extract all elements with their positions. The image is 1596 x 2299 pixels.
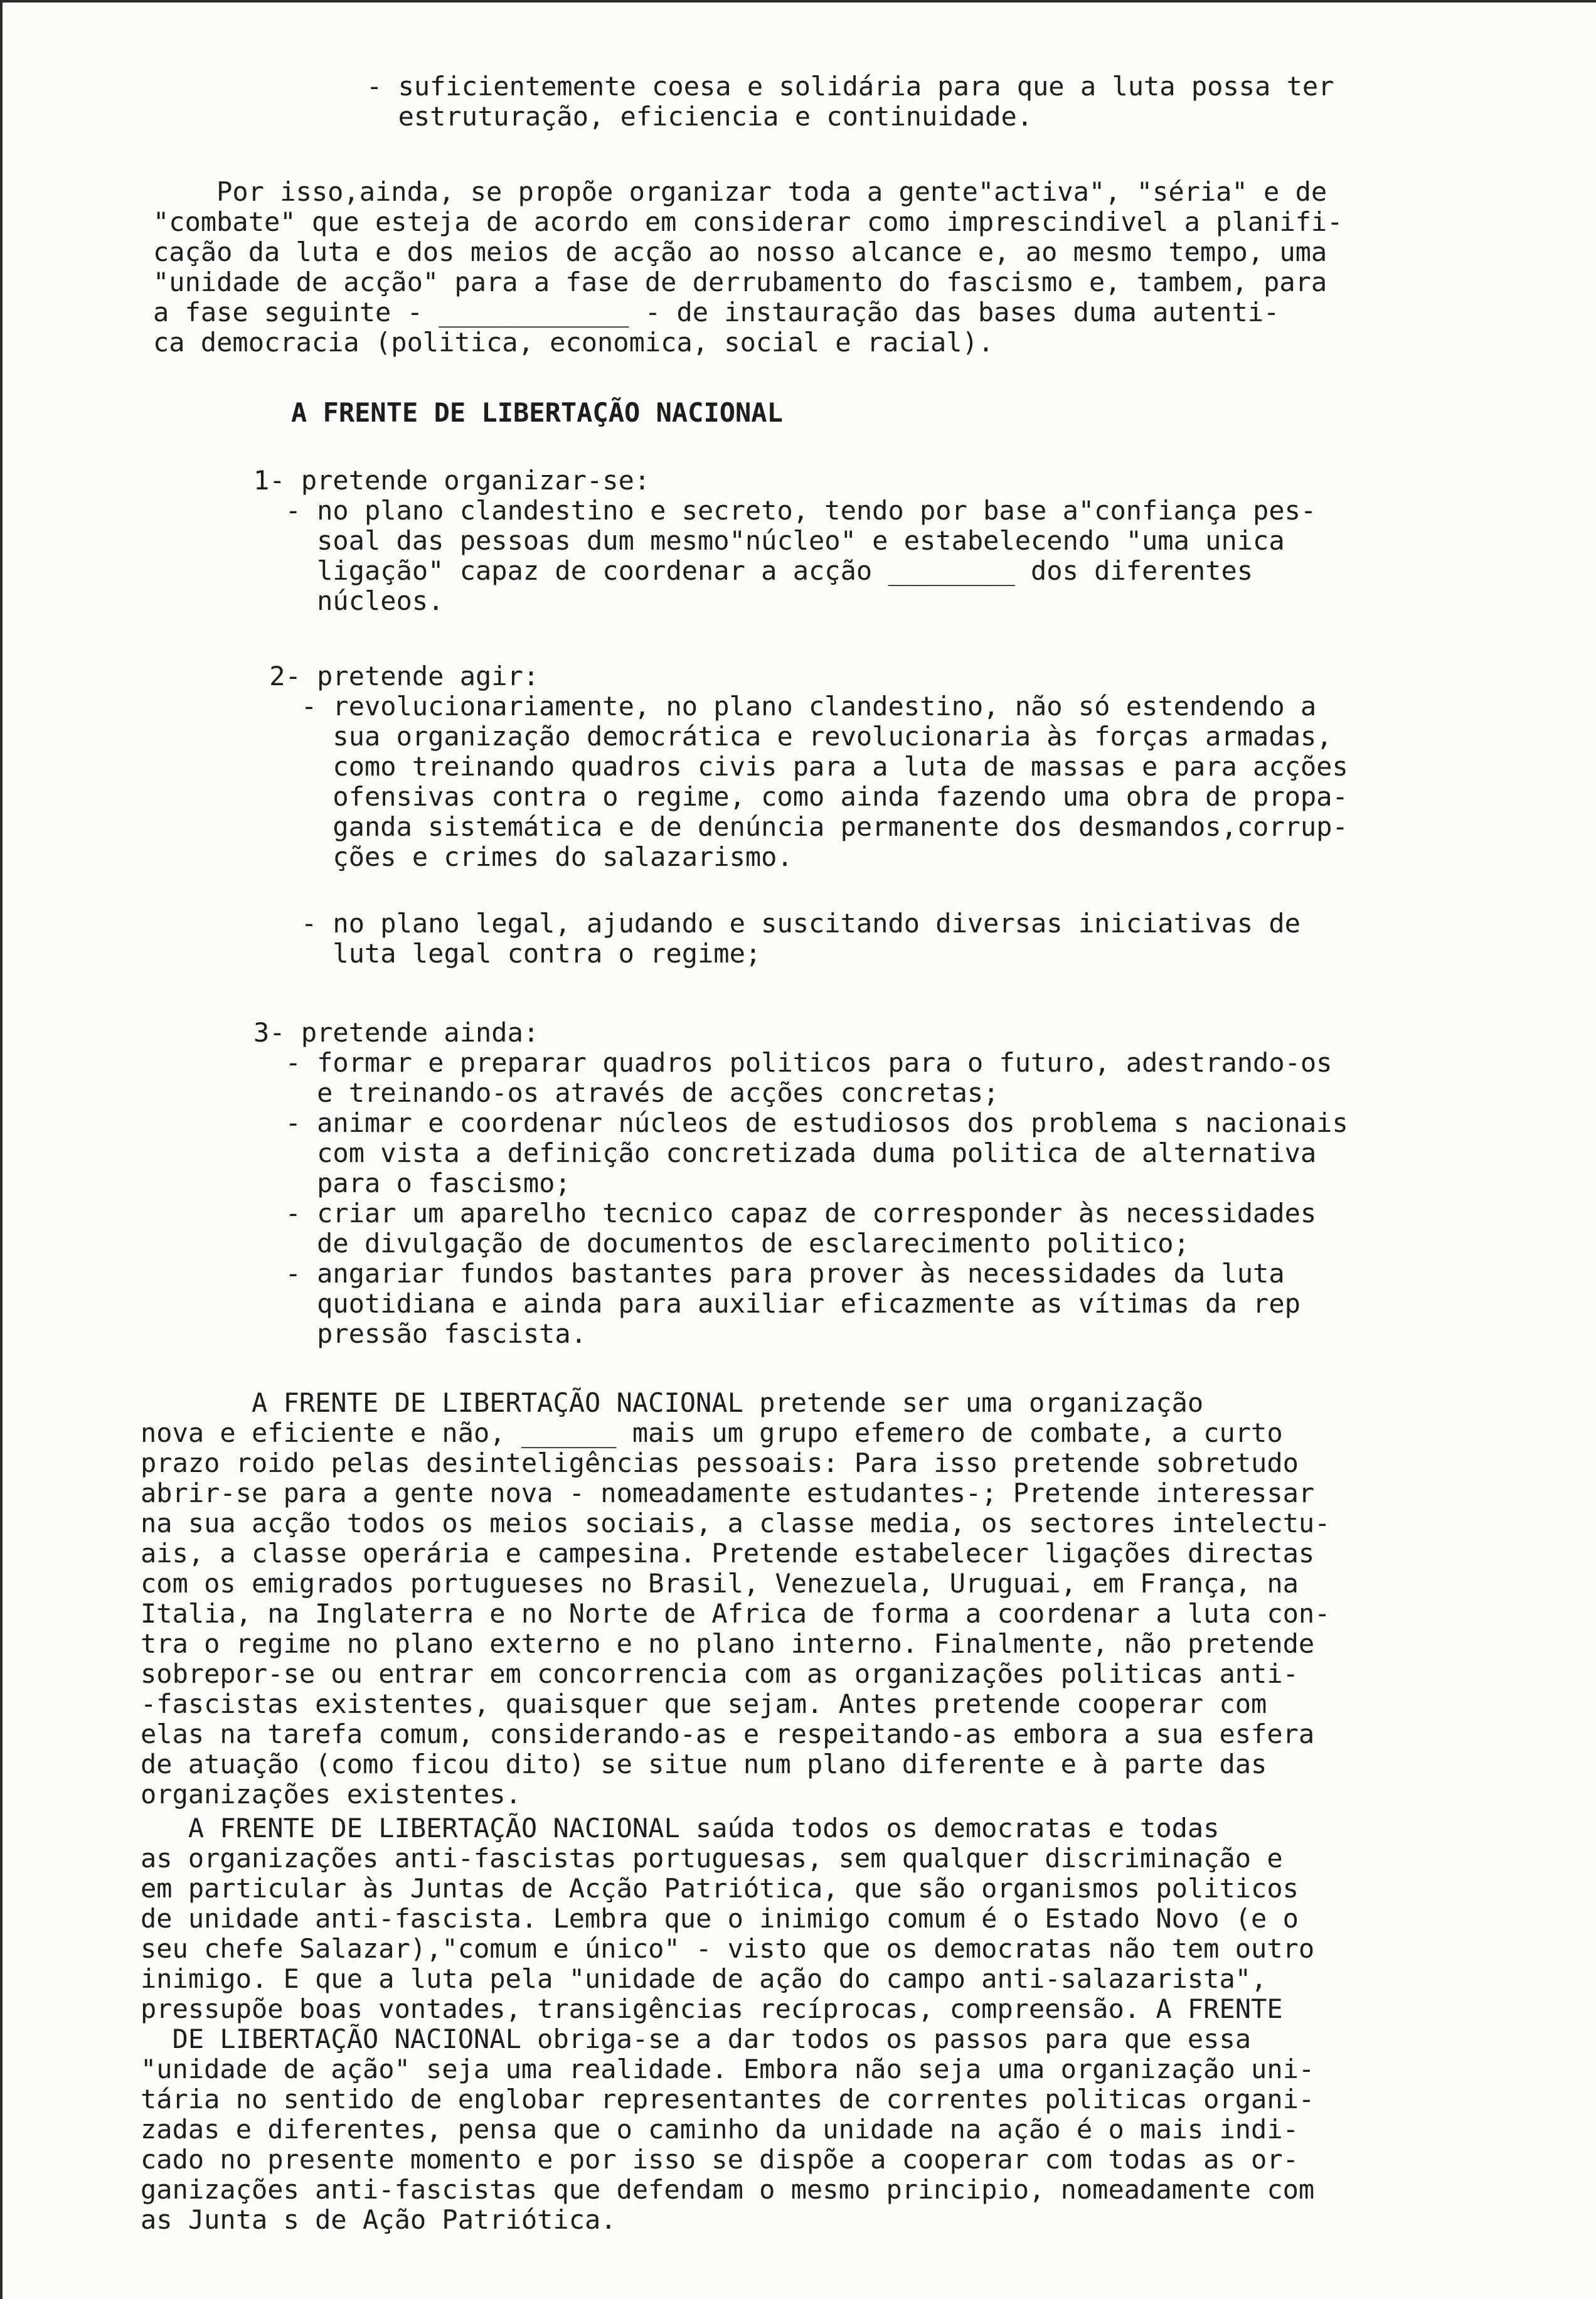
text-line: pressão fascista. bbox=[253, 1318, 587, 1349]
text-line: cado no presente momento e por isso se dispõe a cooperar com todas as or- bbox=[141, 2144, 1299, 2175]
text-line: ofensivas contra o regime, como ainda fazendo uma obra de propa- bbox=[253, 781, 1348, 812]
text-line: 2- pretende agir: bbox=[253, 661, 540, 691]
paragraph-1 bbox=[153, 177, 1565, 358]
text-line: ca democracia (politica, economica, social e racial). bbox=[153, 327, 994, 358]
text-line: -fascistas existentes, quaisquer que sejam. Antes pretende cooperar com bbox=[141, 1688, 1267, 1719]
text-line: em particular às Juntas de Acção Patriótica, que são organismos politicos bbox=[141, 1873, 1299, 1904]
text-line: para o fascismo; bbox=[253, 1168, 571, 1198]
text-line: - animar e coordenar núcleos de estudiosos dos problema s nacionais bbox=[253, 1107, 1348, 1138]
text-line: seu chefe Salazar),"comum e único" - visto que os democratas não tem outro bbox=[141, 1933, 1315, 1964]
text-line: 1- pretende organizar-se: bbox=[253, 465, 651, 496]
text-line: "combate" que esteja de acordo em considerar como imprescindivel a planifi- bbox=[153, 206, 1343, 237]
document-body bbox=[141, 71, 1565, 2235]
text-line: zadas e diferentes, pensa que o caminho da unidade na ação é o mais indi- bbox=[141, 2114, 1299, 2145]
text-line: luta legal contra o regime; bbox=[253, 938, 762, 969]
text-line: - criar um aparelho tecnico capaz de corresponder às necessidades bbox=[253, 1198, 1317, 1229]
text-line: Italia, na Inglaterra e no Norte de Africa de forma a coordenar a luta con- bbox=[141, 1598, 1331, 1629]
text-line: inimigo. E que a luta pela "unidade de ação do campo anti-salazarista", bbox=[141, 1963, 1267, 1994]
text-line: prazo roido pelas desinteligências pessoais: Para isso pretende sobretudo bbox=[141, 1448, 1299, 1478]
text-line: A FRENTE DE LIBERTAÇÃO NACIONAL pretende ser uma organização bbox=[141, 1387, 1204, 1418]
section-1 bbox=[253, 466, 1565, 616]
text-line: Por isso,ainda, se propõe organizar toda a gente"activa", "séria" e de bbox=[153, 176, 1327, 207]
intro-item bbox=[366, 72, 1565, 132]
paragraph-2 bbox=[141, 1388, 1565, 1810]
text-line: com vista a definição concretizada duma politica de alternativa bbox=[253, 1138, 1317, 1168]
text-line: núcleos. bbox=[253, 585, 444, 616]
text-line: quotidiana e ainda para auxiliar eficazmente as vítimas da rep bbox=[253, 1288, 1301, 1319]
text-line: A FRENTE DE LIBERTAÇÃO NACIONAL saúda todos os democratas e todas bbox=[141, 1813, 1220, 1843]
text-line: estruturação, eficiencia e continuidade. bbox=[366, 101, 1033, 132]
text-line: - no plano clandestino e secreto, tendo por base a"confiança pes- bbox=[253, 495, 1317, 526]
text-line: de divulgação de documentos de esclarecimento politico; bbox=[253, 1228, 1189, 1259]
text-line: sua organização democrática e revolucionaria às forças armadas, bbox=[253, 721, 1333, 752]
text-line: ais, a classe operária e campesina. Pretende estabelecer ligações directas bbox=[141, 1538, 1315, 1569]
text-line: - no plano legal, ajudando e suscitando diversas iniciativas de bbox=[253, 908, 1301, 939]
text-line: DE LIBERTAÇÃO NACIONAL obriga-se a dar todos os passos para que essa bbox=[141, 2024, 1252, 2054]
text-line: tra o regime no plano externo e no plano interno. Finalmente, não pretende bbox=[141, 1628, 1315, 1659]
text-line: - revolucionariamente, no plano clandestino, não só estendendo a bbox=[253, 691, 1317, 722]
section-heading: A FRENTE DE LIBERTAÇÃO NACIONAL bbox=[291, 397, 783, 428]
text-line: ligação" capaz de coordenar a acção ________ dos diferentes bbox=[253, 555, 1253, 586]
text-line: - suficientemente coesa e solidária para que a luta possa ter bbox=[366, 71, 1334, 102]
text-line: "unidade de acção" para a fase de derrubamento do fascismo e, tambem, para bbox=[153, 267, 1327, 297]
text-line: organizações existentes. bbox=[141, 1779, 521, 1810]
paragraph-3 bbox=[141, 1813, 1565, 2235]
text-line: na sua acção todos os meios sociais, a classe media, os sectores intelectu- bbox=[141, 1508, 1331, 1539]
text-line: abrir-se para a gente nova - nomeadamente estudantes-; Pretende interessar bbox=[141, 1478, 1315, 1508]
text-line: "unidade de ação" seja uma realidade. Embora não seja uma organização uni- bbox=[141, 2054, 1315, 2084]
text-line: de unidade anti-fascista. Lembra que o inimigo comum é o Estado Novo (e o bbox=[141, 1903, 1299, 1934]
text-line: e treinando-os através de acções concretas; bbox=[253, 1077, 999, 1108]
text-line: elas na tarefa comum, considerando-as e respeitando-as embora a sua esfera bbox=[141, 1719, 1315, 1749]
text-line: pressupõe boas vontades, transigências recíprocas, compreensão. A FRENTE bbox=[141, 1993, 1283, 2024]
text-line: nova e eficiente e não, ______ mais um grupo efemero de combate, a curto bbox=[141, 1417, 1283, 1448]
text-line: as Junta s de Ação Patriótica. bbox=[141, 2204, 617, 2235]
text-line: ganizações anti-fascistas que defendam o mesmo principio, nomeadamente com bbox=[141, 2174, 1315, 2205]
text-line: as organizações anti-fascistas portuguesas, sem qualquer discriminação e bbox=[141, 1843, 1283, 1874]
text-line: de atuação (como ficou dito) se situe num plano diferente e à parte das bbox=[141, 1749, 1267, 1779]
text-line: soal das pessoas dum mesmo"núcleo" e estabelecendo "uma unica bbox=[253, 525, 1285, 556]
text-line: tária no sentido de englobar representantes de correntes politicas organi- bbox=[141, 2084, 1315, 2115]
text-line: ções e crimes do salazarismo. bbox=[253, 841, 793, 872]
section-3 bbox=[253, 1018, 1565, 1349]
text-line: - angariar fundos bastantes para prover às necessidades da luta bbox=[253, 1258, 1285, 1289]
text-line: 3- pretende ainda: bbox=[253, 1017, 540, 1048]
text-line: com os emigrados portugueses no Brasil, Venezuela, Uruguai, em França, na bbox=[141, 1568, 1299, 1599]
text-line: sobrepor-se ou entrar em concorrencia com as organizações politicas anti- bbox=[141, 1658, 1299, 1689]
section-2 bbox=[253, 661, 1565, 969]
text-line: cação da luta e dos meios de acção ao nosso alcance e, ao mesmo tempo, uma bbox=[153, 237, 1327, 267]
text-line: a fase seguinte - ____________ - de instauração das bases duma autenti- bbox=[153, 297, 1280, 328]
text-line: - formar e preparar quadros politicos para o futuro, adestrando-os bbox=[253, 1047, 1333, 1078]
text-line: como treinando quadros civis para a luta de massas e para acções bbox=[253, 751, 1348, 782]
text-line: ganda sistemática e de denúncia permanente dos desmandos,corrup- bbox=[253, 811, 1348, 842]
